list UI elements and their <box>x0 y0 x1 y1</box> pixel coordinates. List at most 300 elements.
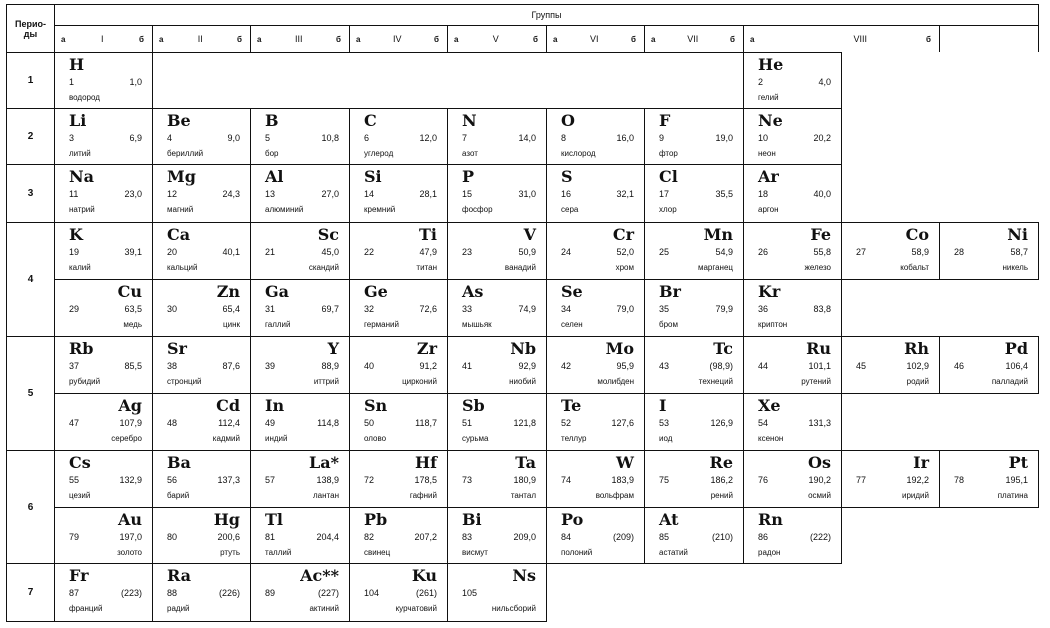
element-number-mass <box>167 417 240 429</box>
element-number: 44 <box>758 361 769 371</box>
element-number-mass <box>265 303 339 315</box>
element-name: свинец <box>364 548 391 557</box>
element-symbol: Sb <box>462 396 485 415</box>
element-cell <box>939 222 1039 280</box>
element-cell <box>743 393 842 451</box>
element-number: 23 <box>462 247 473 257</box>
element-name: сера <box>561 205 579 214</box>
group-header-5 <box>447 25 547 53</box>
element-name: ниобий <box>509 377 536 386</box>
element-name: радий <box>167 604 190 613</box>
element-number-mass <box>758 360 831 372</box>
element-number-mass <box>265 531 339 543</box>
element-number-mass <box>364 417 437 429</box>
element-symbol: O <box>561 111 575 130</box>
element-number-mass <box>265 132 339 144</box>
element-number: 12 <box>167 189 178 199</box>
element-cell <box>743 336 842 394</box>
element-number: 43 <box>659 361 670 371</box>
element-number: 33 <box>462 304 473 314</box>
element-mass: 137,3 <box>217 475 240 485</box>
element-symbol: Mn <box>703 225 733 244</box>
element-mass: 20,2 <box>813 133 831 143</box>
element-number: 32 <box>364 304 375 314</box>
element-symbol: Mo <box>605 339 634 358</box>
element-cell <box>743 108 842 165</box>
element-cell <box>54 222 153 280</box>
element-mass: 106,4 <box>1005 361 1028 371</box>
element-symbol: I <box>659 396 667 415</box>
element-number-mass <box>364 360 437 372</box>
element-number-mass <box>364 531 437 543</box>
element-number: 30 <box>167 304 178 314</box>
element-number-mass <box>561 188 634 200</box>
element-mass: 1,0 <box>129 77 142 87</box>
element-number-mass <box>462 303 536 315</box>
element-number-mass <box>69 474 142 486</box>
element-name: марганец <box>697 263 733 272</box>
element-name: палладий <box>991 377 1028 386</box>
element-mass: 121,8 <box>513 418 536 428</box>
element-symbol: V <box>523 225 536 244</box>
element-cell <box>447 450 547 508</box>
element-symbol: Fr <box>69 566 89 585</box>
element-mass: 107,9 <box>119 418 142 428</box>
element-cell <box>250 279 350 337</box>
subgroup-b-label: б <box>533 34 538 44</box>
group-header-1 <box>54 25 153 53</box>
element-number-mass <box>954 246 1028 258</box>
element-number-mass <box>364 188 437 200</box>
element-symbol: Ta <box>515 453 536 472</box>
element-symbol: Se <box>561 282 583 301</box>
element-symbol: B <box>265 111 279 130</box>
element-symbol: Tc <box>713 339 733 358</box>
element-name: таллий <box>265 548 292 557</box>
element-name: германий <box>364 320 399 329</box>
element-number-mass <box>856 360 929 372</box>
period-label-1: 1 <box>6 52 55 109</box>
element-mass: 4,0 <box>818 77 831 87</box>
element-cell <box>447 164 547 223</box>
element-cell <box>54 164 153 223</box>
element-mass: 85,5 <box>124 361 142 371</box>
element-symbol: Cu <box>117 282 142 301</box>
element-name: хлор <box>659 205 677 214</box>
element-mass: 32,1 <box>616 189 634 199</box>
element-name: кобальт <box>900 263 929 272</box>
element-cell <box>250 336 350 394</box>
element-cell <box>546 336 645 394</box>
empty-cell <box>841 279 1039 337</box>
element-name: водород <box>69 93 100 102</box>
element-number: 15 <box>462 189 473 199</box>
element-number-mass <box>167 132 240 144</box>
element-mass: 207,2 <box>414 532 437 542</box>
element-cell <box>546 222 645 280</box>
element-cell <box>54 507 153 564</box>
element-number: 34 <box>561 304 572 314</box>
element-symbol: Na <box>69 167 94 186</box>
element-name: бром <box>659 320 678 329</box>
element-name: серебро <box>111 434 142 443</box>
subgroup-a-label: а <box>454 34 459 44</box>
element-symbol: At <box>659 510 679 529</box>
element-mass: 183,9 <box>611 475 634 485</box>
element-number: 104 <box>364 588 380 598</box>
element-name: курчатовий <box>395 604 437 613</box>
element-number-mass <box>659 417 733 429</box>
element-number-mass <box>758 417 831 429</box>
element-cell <box>54 108 153 165</box>
empty-cell <box>841 52 1039 109</box>
element-name: галлий <box>265 320 291 329</box>
element-number-mass <box>758 303 831 315</box>
element-cell <box>546 108 645 165</box>
element-number: 89 <box>265 588 276 598</box>
period-label-6: 6 <box>6 450 55 564</box>
element-number-mass <box>364 587 437 599</box>
element-symbol: Os <box>808 453 831 472</box>
element-cell <box>743 507 842 564</box>
element-number: 8 <box>561 133 567 143</box>
element-mass: 200,6 <box>217 532 240 542</box>
element-symbol: Cd <box>216 396 240 415</box>
element-number: 26 <box>758 247 769 257</box>
element-number-mass <box>462 188 536 200</box>
element-name: неон <box>758 149 776 158</box>
element-name: рубидий <box>69 377 101 386</box>
element-name: актиний <box>309 604 339 613</box>
element-symbol: Mg <box>167 167 196 186</box>
element-mass: 178,5 <box>414 475 437 485</box>
element-number: 80 <box>167 532 178 542</box>
element-cell <box>250 222 350 280</box>
element-number: 35 <box>659 304 670 314</box>
element-name: родий <box>906 377 929 386</box>
element-number-mass <box>462 474 536 486</box>
element-number: 37 <box>69 361 80 371</box>
element-cell <box>743 52 842 109</box>
element-number-mass <box>69 188 142 200</box>
element-number-mass <box>659 303 733 315</box>
element-cell <box>250 450 350 508</box>
element-mass: 55,8 <box>813 247 831 257</box>
element-number: 105 <box>462 588 478 598</box>
element-number: 82 <box>364 532 375 542</box>
element-symbol: Ga <box>265 282 290 301</box>
empty-cell <box>152 52 744 109</box>
element-number-mass <box>561 360 634 372</box>
element-name: индий <box>265 434 288 443</box>
element-cell <box>250 164 350 223</box>
element-mass: 209,0 <box>513 532 536 542</box>
element-symbol: Li <box>69 111 87 130</box>
element-symbol: Ku <box>411 566 437 585</box>
element-mass: 23,0 <box>124 189 142 199</box>
element-symbol: Ge <box>364 282 388 301</box>
element-mass: 9,0 <box>227 133 240 143</box>
group-numeral: I <box>100 34 104 44</box>
element-symbol: Cs <box>69 453 91 472</box>
element-number-mass <box>462 531 536 543</box>
element-number-mass <box>69 132 142 144</box>
element-name: медь <box>123 320 142 329</box>
element-symbol: Ca <box>167 225 191 244</box>
element-number: 22 <box>364 247 375 257</box>
element-symbol: Fe <box>810 225 831 244</box>
element-mass: 190,2 <box>808 475 831 485</box>
element-mass: 83,8 <box>813 304 831 314</box>
element-name: иридий <box>902 491 929 500</box>
element-symbol: As <box>462 282 484 301</box>
element-symbol: Ni <box>1007 225 1028 244</box>
element-name: гафний <box>409 491 437 500</box>
element-symbol: Hg <box>213 510 240 529</box>
element-number-mass <box>167 188 240 200</box>
element-name: кремний <box>364 205 396 214</box>
element-number: 38 <box>167 361 178 371</box>
element-number-mass <box>856 474 929 486</box>
element-symbol: Sn <box>364 396 388 415</box>
element-cell <box>250 563 350 622</box>
element-number: 84 <box>561 532 572 542</box>
element-name: азот <box>462 149 478 158</box>
element-number: 17 <box>659 189 670 199</box>
element-number-mass <box>167 303 240 315</box>
group-numeral: III <box>294 34 303 44</box>
element-number: 14 <box>364 189 375 199</box>
element-number: 50 <box>364 418 375 428</box>
element-symbol: Be <box>167 111 191 130</box>
element-number: 87 <box>69 588 80 598</box>
element-cell <box>54 450 153 508</box>
element-mass: 186,2 <box>710 475 733 485</box>
element-cell <box>644 279 744 337</box>
element-number-mass <box>758 76 831 88</box>
element-number-mass <box>265 474 339 486</box>
element-mass: 92,9 <box>518 361 536 371</box>
element-name: цезий <box>69 491 91 500</box>
element-name: натрий <box>69 205 95 214</box>
element-name: скандий <box>308 263 339 272</box>
element-mass: (227) <box>317 588 339 598</box>
group-header-extra <box>939 25 1039 53</box>
element-number: 85 <box>659 532 670 542</box>
element-cell <box>349 393 448 451</box>
group-header-2 <box>152 25 251 53</box>
element-number: 31 <box>265 304 276 314</box>
element-mass: 132,9 <box>119 475 142 485</box>
element-number-mass <box>462 587 536 599</box>
element-symbol: C <box>364 111 377 130</box>
group-header-8 <box>743 25 940 53</box>
element-symbol: Te <box>561 396 582 415</box>
element-number: 47 <box>69 418 80 428</box>
element-cell <box>349 108 448 165</box>
element-symbol: N <box>462 111 477 130</box>
element-cell <box>743 450 842 508</box>
element-number-mass <box>364 246 437 258</box>
element-name: ксенон <box>758 434 784 443</box>
element-number: 83 <box>462 532 473 542</box>
element-mass: 114,8 <box>317 418 339 428</box>
element-number-mass <box>167 246 240 258</box>
element-cell <box>152 108 251 165</box>
element-mass: 87,6 <box>222 361 240 371</box>
group-numeral: VI <box>589 34 599 44</box>
element-name: золото <box>117 548 142 557</box>
element-mass: (98,9) <box>709 361 733 371</box>
element-mass: 19,0 <box>715 133 733 143</box>
element-cell <box>54 393 153 451</box>
element-symbol: Ba <box>167 453 191 472</box>
element-number-mass <box>364 303 437 315</box>
element-number: 25 <box>659 247 670 257</box>
element-symbol: Ns <box>512 566 536 585</box>
element-name: фтор <box>659 149 678 158</box>
element-name: бор <box>265 149 279 158</box>
element-name: иттрий <box>313 377 339 386</box>
element-symbol: Ra <box>167 566 192 585</box>
element-mass: 47,9 <box>419 247 437 257</box>
element-mass: (209) <box>612 532 634 542</box>
element-mass: 27,0 <box>321 189 339 199</box>
subgroup-b-label: б <box>434 34 439 44</box>
element-symbol: Pd <box>1004 339 1028 358</box>
element-cell <box>841 450 940 508</box>
element-symbol: Ir <box>913 453 929 472</box>
group-numeral: VII <box>687 34 699 44</box>
element-cell <box>644 336 744 394</box>
element-cell <box>250 393 350 451</box>
element-mass: 180,9 <box>513 475 536 485</box>
element-number: 3 <box>69 133 75 143</box>
element-cell <box>349 164 448 223</box>
element-cell <box>152 222 251 280</box>
element-mass: 74,9 <box>518 304 536 314</box>
element-symbol: Si <box>364 167 382 186</box>
element-name: цирконий <box>402 377 437 386</box>
element-mass: 102,9 <box>906 361 929 371</box>
element-symbol: La* <box>309 453 339 472</box>
empty-cell <box>841 507 1039 564</box>
element-number-mass <box>659 531 733 543</box>
element-mass: 126,9 <box>710 418 733 428</box>
element-number-mass <box>561 132 634 144</box>
element-number: 78 <box>954 475 965 485</box>
element-number: 56 <box>167 475 178 485</box>
element-symbol: Pb <box>364 510 388 529</box>
element-mass: 40,1 <box>222 247 240 257</box>
element-symbol: Hf <box>415 453 437 472</box>
period-label-2: 2 <box>6 108 55 165</box>
group-header-6 <box>546 25 645 53</box>
subgroup-a-label: а <box>159 34 164 44</box>
element-number-mass <box>69 417 142 429</box>
element-number: 49 <box>265 418 276 428</box>
element-name: кальций <box>167 263 198 272</box>
element-symbol: Cr <box>612 225 634 244</box>
element-number: 51 <box>462 418 473 428</box>
element-name: литий <box>69 149 91 158</box>
element-number: 5 <box>265 133 271 143</box>
element-name: ртуть <box>220 548 240 557</box>
element-name: калий <box>69 263 91 272</box>
element-cell <box>349 450 448 508</box>
element-name: олово <box>364 434 387 443</box>
element-symbol: W <box>616 453 634 472</box>
subgroup-b-label: б <box>730 34 735 44</box>
element-number-mass <box>265 417 339 429</box>
element-symbol: Ag <box>118 396 142 415</box>
subgroup-b-label: б <box>336 34 341 44</box>
element-name: иод <box>659 434 673 443</box>
element-cell <box>54 279 153 337</box>
element-cell <box>644 222 744 280</box>
element-cell <box>447 108 547 165</box>
element-number-mass <box>659 360 733 372</box>
element-name: полоний <box>561 548 593 557</box>
element-number-mass <box>69 246 142 258</box>
element-cell <box>743 222 842 280</box>
element-cell <box>644 393 744 451</box>
element-number: 42 <box>561 361 572 371</box>
element-number: 7 <box>462 133 468 143</box>
element-cell <box>349 507 448 564</box>
element-number: 2 <box>758 77 764 87</box>
element-cell <box>152 450 251 508</box>
element-number-mass <box>659 132 733 144</box>
element-number: 46 <box>954 361 965 371</box>
element-cell <box>349 279 448 337</box>
element-name: технеций <box>698 377 733 386</box>
group-numeral: II <box>197 34 203 44</box>
element-symbol: Ne <box>758 111 783 130</box>
subgroup-a-label: а <box>651 34 656 44</box>
element-mass: 16,0 <box>616 133 634 143</box>
element-symbol: F <box>659 111 671 130</box>
element-cell <box>644 164 744 223</box>
element-mass: 112,4 <box>218 418 240 428</box>
element-name: углерод <box>364 149 394 158</box>
element-number: 29 <box>69 304 80 314</box>
element-name: молибден <box>597 377 634 386</box>
element-number-mass <box>69 587 142 599</box>
element-symbol: Y <box>327 339 339 358</box>
element-name: теллур <box>561 434 587 443</box>
element-symbol: In <box>265 396 285 415</box>
element-name: рутений <box>801 377 831 386</box>
element-mass: 40,0 <box>813 189 831 199</box>
element-symbol: He <box>758 55 784 74</box>
element-cell <box>152 393 251 451</box>
element-name: фосфор <box>462 205 493 214</box>
element-cell <box>939 450 1039 508</box>
element-mass: 79,0 <box>616 304 634 314</box>
element-number: 40 <box>364 361 375 371</box>
element-mass: 138,9 <box>316 475 339 485</box>
element-number-mass <box>954 360 1028 372</box>
group-numeral: VIII <box>853 34 867 44</box>
element-symbol: P <box>462 167 475 186</box>
element-cell <box>447 563 547 622</box>
element-number: 75 <box>659 475 670 485</box>
element-number: 4 <box>167 133 173 143</box>
element-mass: 204,4 <box>316 532 339 542</box>
element-cell <box>546 393 645 451</box>
subgroup-a-label: а <box>61 34 66 44</box>
